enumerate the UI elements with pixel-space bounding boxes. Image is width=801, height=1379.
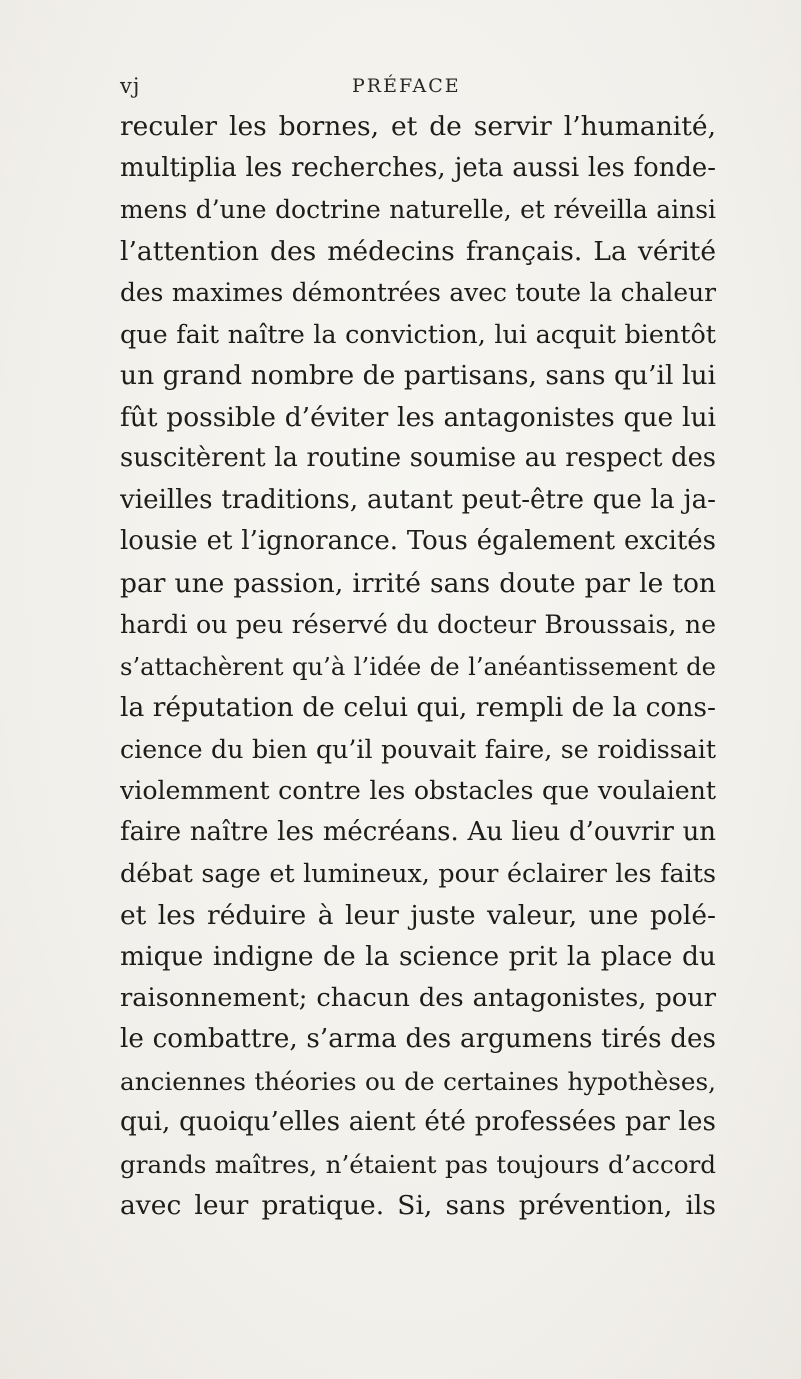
text-line: reculer les bornes, et de servir l’humanité, (120, 111, 716, 142)
running-title: PRÉFACE (352, 75, 461, 97)
text-line: avec leur pratique. Si, sans prévention, ils (120, 1190, 716, 1221)
page-header (120, 74, 720, 104)
text-line: lousie et l’ignorance. Tous également excités (120, 526, 716, 556)
text-line: par une passion, irrité sans doute par le ton (120, 567, 716, 599)
text-line: anciennes théories ou de certaines hypothèses, (120, 1066, 716, 1096)
text-line: l’attention des médecins français. La vérité (120, 235, 716, 267)
text-line: mens d’une doctrine naturelle, et réveilla ainsi (120, 195, 716, 224)
text-line: qui, quoiqu’elles aient été professées par les (120, 1107, 716, 1137)
text-line: la réputation de celui qui, rempli de la cons- (120, 692, 716, 723)
text-line: que fait naître la conviction, lui acquit bientôt (120, 318, 716, 349)
text-line: débat sage et lumineux, pour éclairer les faits (120, 858, 716, 888)
text-line: hardi ou peu réservé du docteur Broussais, ne (120, 610, 716, 639)
text-line: faire naître les mécréans. Au lieu d’ouvrir un (120, 816, 716, 847)
page-number: vj (120, 74, 141, 98)
text-line: un grand nombre de partisans, sans qu’il lui (120, 360, 716, 391)
text-line: mique indigne de la science prit la place du (120, 941, 716, 972)
text-line: et les réduire à leur juste valeur, une polé- (120, 899, 716, 931)
body-text (120, 106, 716, 1227)
text-line: fût possible d’éviter les antagonistes que lui (120, 401, 716, 433)
text-line: cience du bien qu’il pouvait faire, se roidissait (120, 734, 716, 764)
text-line: des maximes démontrées avec toute la chaleur (120, 278, 716, 307)
text-line: suscitèrent la routine soumise au respect des (120, 443, 716, 473)
text-line: vieilles traditions, autant peut-être que la ja- (120, 484, 716, 515)
text-line: raisonnement; chacun des antagonistes, pour (120, 982, 716, 1013)
text-line: grands maîtres, n’étaient pas toujours d’accord (120, 1149, 716, 1179)
text-line: le combattre, s’arma des argumens tirés des (120, 1024, 716, 1054)
text-line: multiplia les recherches, jeta aussi les fonde- (120, 152, 716, 183)
text-line: violemment contre les obstacles que voulaient (120, 776, 716, 805)
text-line: s’attachèrent qu’à l’idée de l’anéantissement de (120, 651, 716, 681)
